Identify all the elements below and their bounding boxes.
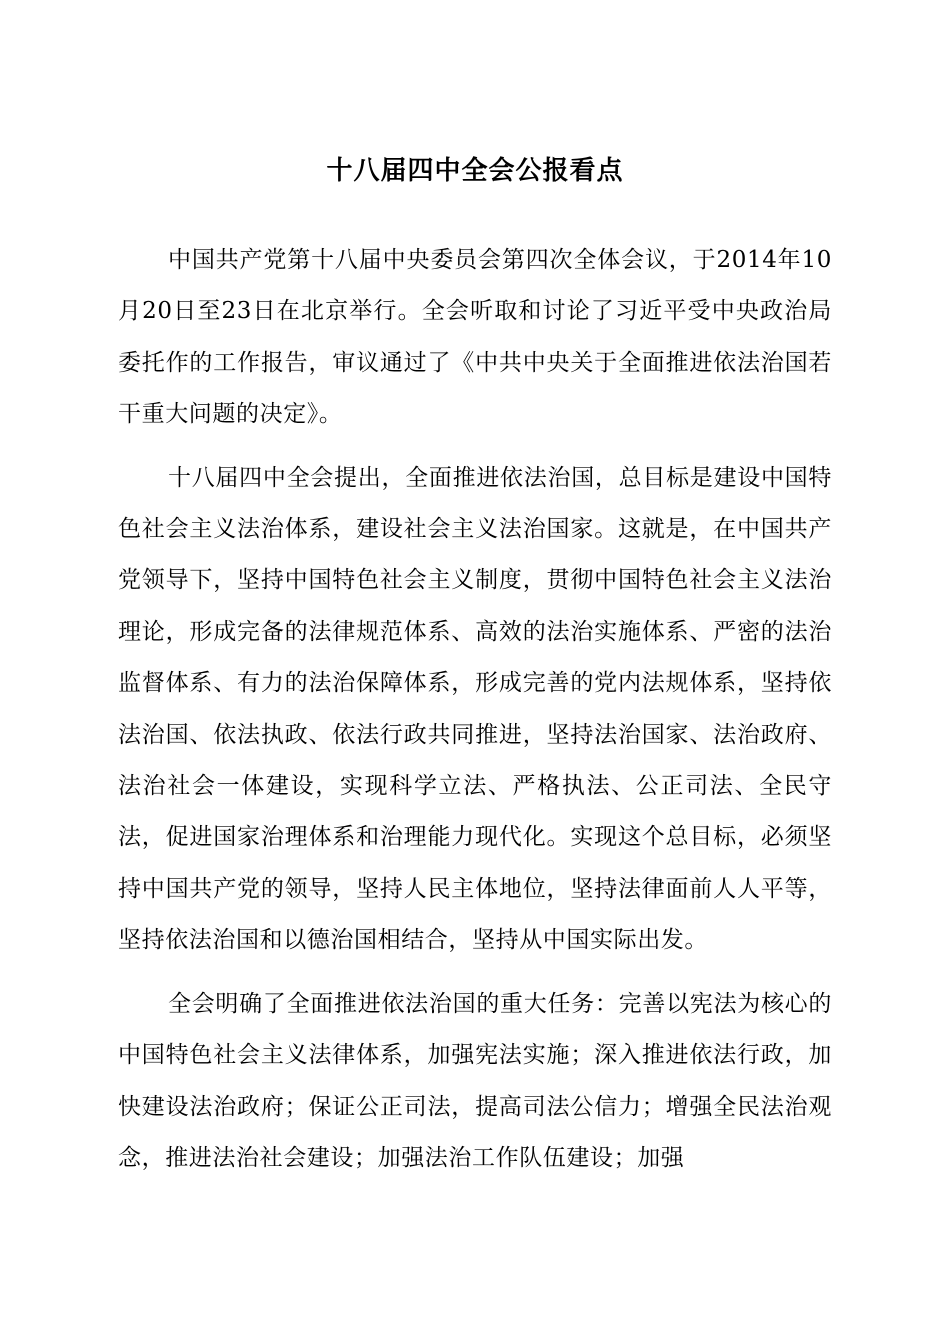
document-title: 十八届四中全会公报看点 — [326, 156, 624, 187]
paragraph-1: 中国共产党第十八届中央委员会第四次全体会议，于2014年10月20日至23日在北京举行。全会听取和讨论了习近平受中央政治局委托作的工作报告，审议通过了《中共中央关于全面推进依法治国若干重大问题的决定》。 — [118, 247, 832, 428]
paragraph-2: 十八届四中全会提出，全面推进依法治国，总目标是建设中国特色社会主义法治体系，建设社会主义法治国家。这就是，在中国共产党领导下，坚持中国特色社会主义制度，贯彻中国特色社会主义法治理论，形成完备的法律规范体系、高效的法治实施体系、严密的法治监督体系、有力的法治保障体系，形成完善的党内法规体系，坚持依法治国、依法执政、依法行政共同推进，坚持法治国家、法治政府、法治社会一体建设，实现科学立法、严格执法、公正司法、全民守法，促进国家治理体系和治理能力现代化。实现这个总目标，必须坚持中国共产党的领导，坚持人民主体地位，坚持法律面前人人平等，坚持依法治国和以德治国相结合，坚持从中国实际出发。 — [118, 464, 832, 954]
document-body — [118, 235, 832, 1196]
paragraph-3: 全会明确了全面推进依法治国的重大任务：完善以宪法为核心的中国特色社会主义法律体系，加强宪法实施；深入推进依法行政，加快建设法治政府；保证公正司法，提高司法公信力；增强全民法治观念，推进法治社会建设；加强法治工作队伍建设；加强 — [118, 990, 832, 1171]
